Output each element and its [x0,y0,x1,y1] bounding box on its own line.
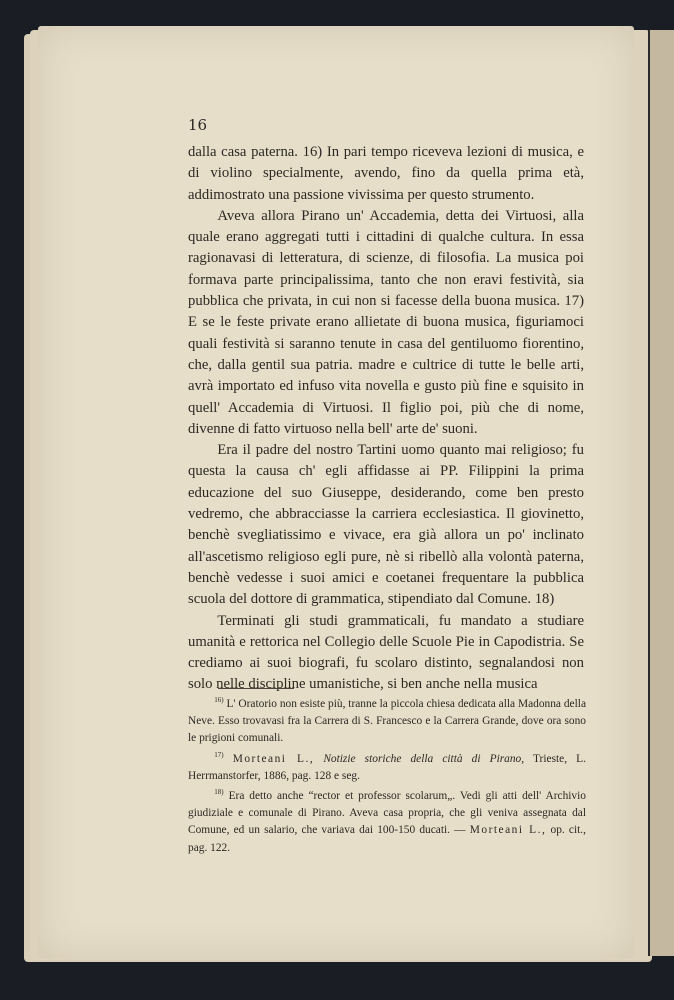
footnote-title: Notizie storiche della città di Pirano, [323,752,525,765]
footnotes [188,696,586,860]
footnote-mark: 17) [214,750,224,759]
footnote-text: Era detto anche “rector et professor scolarum„. Vedi gli atti dell' Archivio giudiziale e comunale di Pirano. Aveva casa propria, che gli veniva assegnata dal Comune, ed un salario, che variava dai 100-150 ducati. — [188,790,586,837]
footnote-rest: Trieste, L. Herrmanstorfer, 1886, pag. 128 e seg. [188,752,586,782]
paragraph-3: Era il padre del nostro Tartini uomo quanto mai religioso; fu questa la causa ch' egli affidasse ai PP. Filippini la prima educazione del suo Giuseppe, desiderando, come ben presto vedremo, che abbracciasse la carriera ecclesiastica. Il giovinetto, benchè svegliatissimo e vivace, era già allora un po' inclinato all'ascetismo religioso egli pure, nè si ribellò alla volontà paterna, benchè vedesse i suoi amici e coetanei frequentare la pubblica scuola del dottore di grammatica, stipendiato dal Comune. 18) [188,442,584,608]
footnote-17 [188,751,586,785]
footnote-rest: op. cit., pag. 122. [188,824,586,854]
paragraph-2: Aveva allora Pirano un' Accademia, detta dei Virtuosi, alla quale erano aggregati tutti i cittadini di qualche cultura. In essa ragionavasi di letteratura, di scienze, di filosofia. La musica poi formava parte principalissima, tanto che non eravi festività, sia pubblica che privata, in cui non si facesse della buona musica. 17) E se le feste private erano allietate di buona musica, figuriamoci quali festività si saranno tenute in casa del gentiluomo fiorentino, che, dalla gentil sua patria. madre e cultrice di tutte le belle arti, avrà importato ed infuso vita novella e gusto più fine e squisito in quell' Accademia di Virtuosi. Il figlio poi, più che di nome, divenne di fatto virtuoso nella bell' arte de' suoni. [188,207,584,437]
footnote-18 [188,788,586,857]
footnote-author: Morteani L., [469,824,547,837]
paragraph-1: dalla casa paterna. 16) In pari tempo riceveva lezioni di musica, e di violino specialmente, avendo, fino da quella prima età, addimostrato una passione vivissima per questo strumento. [188,144,584,203]
footnote-mark: 16) [214,696,224,705]
next-page-edge [648,30,674,956]
footnote-rule [218,688,294,689]
footnote-16 [188,696,586,748]
paragraph-4: Terminati gli studi grammaticali, fu mandato a studiare umanità e rettorica nel Collegio delle Scuole Pie in Capodistria. Se crediamo ai suoi biografi, fu scolaro distinto, segnalandosi non solo nelle discipline umanistiche, si ben anche nella musica [188,612,584,693]
footnote-author: Morteani L., [232,752,315,765]
footnote-mark: 18) [214,788,224,797]
body-text [188,142,584,696]
footnote-text: L' Oratorio non esiste più, tranne la piccola chiesa dedicata alla Madonna della Neve. Esso trovavasi fra la Carrera di S. Francesco e la Carrera Grande, dove ora sono le prigioni comunali. [188,698,586,745]
book-page [38,26,634,958]
page-number: 16 [188,116,208,134]
